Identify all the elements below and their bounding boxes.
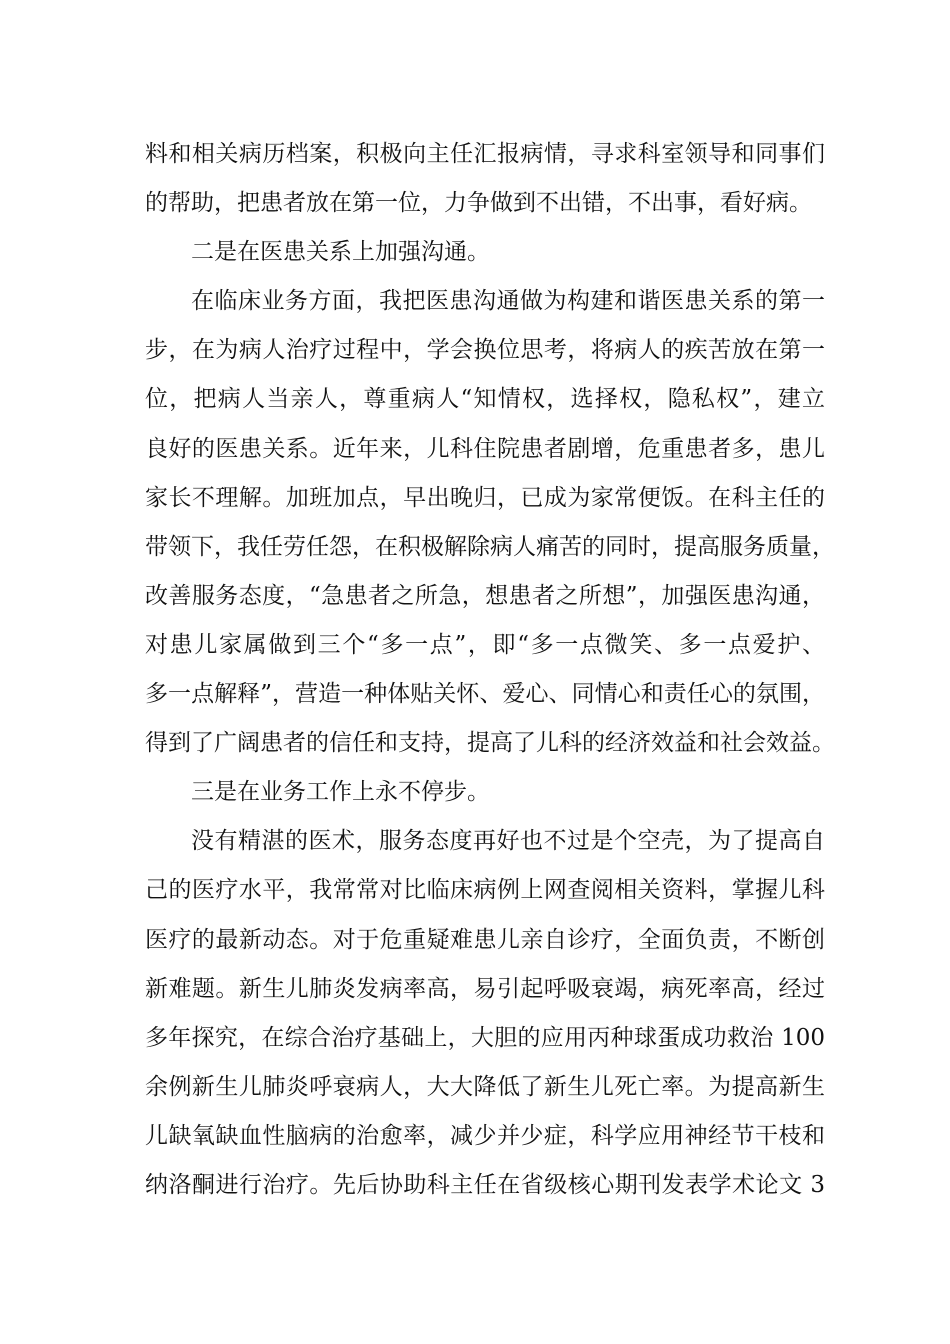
text-line: 儿缺氧缺血性脑病的治愈率，减少并少症，科学应用神经节干枝和 <box>145 1122 825 1149</box>
text-line: 医疗的最新动态。对于危重疑难患儿亲自诊疗，全面负责，不断创 <box>145 926 825 953</box>
text-line: 在临床业务方面，我把医患沟通做为构建和谐医患关系的第一 <box>191 288 825 315</box>
text-line: 料和相关病历档案，积极向主任汇报病情，寻求科室领导和同事们 <box>145 141 825 167</box>
text-line: 余例新生儿肺炎呼衰病人，大大降低了新生儿死亡率。为提高新生 <box>145 1073 825 1100</box>
text-line: 位，把病人当亲人，尊重病人“知情权，选择权，隐私权”，建立 <box>145 386 825 413</box>
text-line: 带领下，我任劳任怨，在积极解除病人痛苦的同时，提高服务质量， <box>145 533 835 560</box>
text-line: 改善服务态度，“急患者之所急，想患者之所想”，加强医患沟通， <box>145 582 825 609</box>
text-line: 己的医疗水平，我常常对比临床病例上网查阅相关资料，掌握儿科 <box>145 877 825 904</box>
document-body <box>145 130 835 1210</box>
text-line: 良好的医患关系。近年来，儿科住院患者剧增，危重患者多，患儿 <box>145 435 825 462</box>
text-line: 纳洛酮进行治疗。先后协助科主任在省级核心期刊发表学术论文 3 <box>145 1171 825 1198</box>
text-line: 对患儿家属做到三个“多一点”，即“多一点微笑、多一点爱护、 <box>145 631 825 658</box>
text-line: 家长不理解。加班加点，早出晚归，已成为家常便饭。在科主任的 <box>145 484 825 511</box>
section-heading: 二是在医患关系上加强沟通。 <box>191 239 490 266</box>
text-line: 没有精湛的医术，服务态度再好也不过是个空壳，为了提高自 <box>191 828 825 855</box>
text-line: 的帮助，把患者放在第一位，力争做到不出错，不出事，看好病。 <box>145 190 812 217</box>
text-line: 得到了广阔患者的信任和支持，提高了儿科的经济效益和社会效益。 <box>145 730 835 757</box>
section-heading: 三是在业务工作上永不停步。 <box>191 779 490 806</box>
text-line: 新难题。新生儿肺炎发病率高，易引起呼吸衰竭，病死率高，经过 <box>145 975 825 1002</box>
text-line: 多年探究，在综合治疗基础上，大胆的应用丙种球蛋成功救治 100 <box>145 1024 825 1051</box>
text-line: 步，在为病人治疗过程中，学会换位思考，将病人的疾苦放在第一 <box>145 337 825 364</box>
text-line: 多一点解释”，营造一种体贴关怀、爱心、同情心和责任心的氛围， <box>145 681 825 708</box>
